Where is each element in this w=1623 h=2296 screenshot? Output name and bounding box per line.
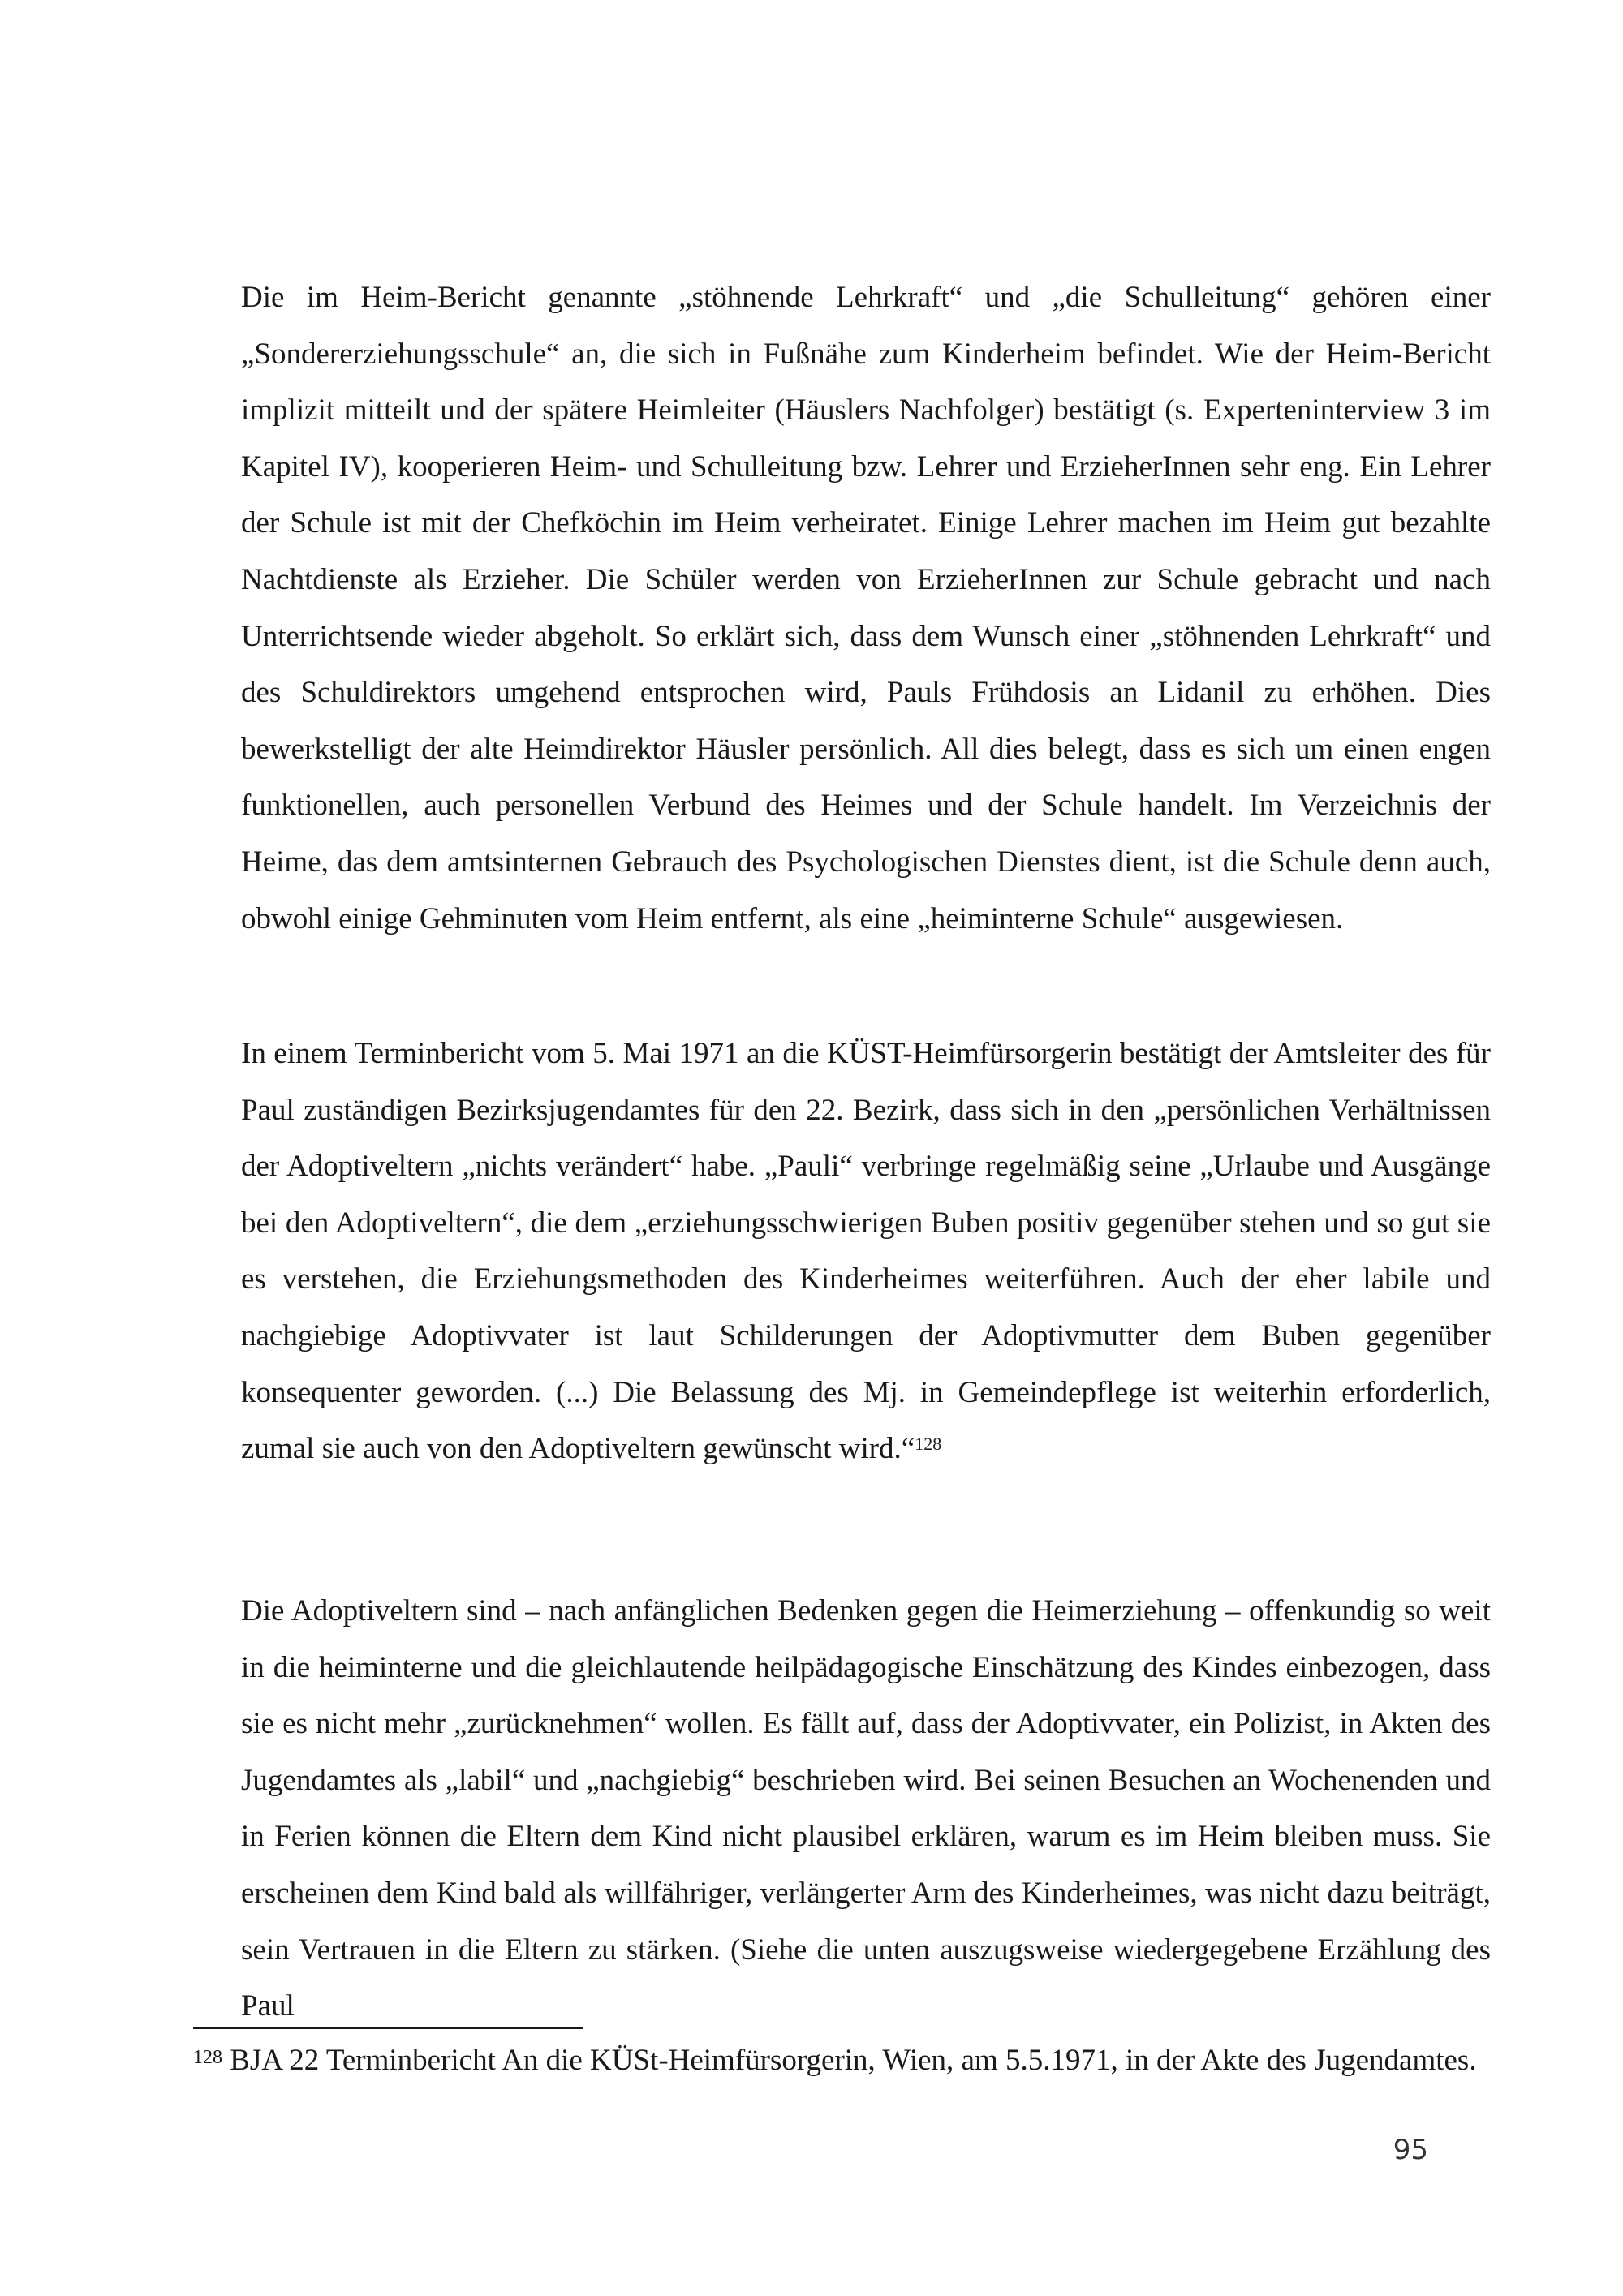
- footnote-text: BJA 22 Terminbericht An die KÜSt-Heimfürsorgerin, Wien, am 5.5.1971, in der Akte des Jugendamtes.: [222, 2044, 1477, 2077]
- footnote: [193, 2041, 1492, 2080]
- paragraph-text: Die im Heim-Bericht genannte „stöhnende Lehrkraft“ und „die Schulleitung“ gehören einer „Sondererziehungsschule“ an, die sich in Fußnähe zum Kinderheim befindet. Wie der Heim-Bericht implizit mitteilt und der spätere Heimleiter (Häuslers Nachfolger) bestätigt (s. Experteninterview 3 im Kapitel IV), kooperieren Heim- und Schulleitung bzw. Lehrer und ErzieherInnen sehr eng. Ein Lehrer der Schule ist mit der Chefköchin im Heim verheiratet. Einige Lehrer machen im Heim gut bezahlte Nachtdienste als Erzieher. Die Schüler werden von ErzieherInnen zur Schule gebracht und nach Unterrichtsende wieder abgeholt. So erklärt sich, dass dem Wunsch einer „stöhnenden Lehrkraft“ und des Schuldirektors umgehend entsprochen wird, Pauls Frühdosis an Lidanil zu erhöhen. Dies bewerkstelligt der alte Heimdirektor Häusler persönlich. All dies belegt, dass es sich um einen engen funktionellen, auch personellen Verbund des Heimes und der Schule handelt. Im Verzeichnis der Heime, das dem amtsinternen Gebrauch des Psychologischen Dienstes dient, ist die Schule denn auch, obwohl einige Gehminuten vom Heim entfernt, als eine „heiminterne Schule“ ausgewiesen.: [241, 281, 1491, 935]
- body-paragraph-1: [241, 269, 1491, 947]
- page-number: 95: [1393, 2134, 1428, 2166]
- footnote-reference[interactable]: 128: [915, 1434, 942, 1455]
- paragraph-text: Die Adoptiveltern sind – nach anfänglichen Bedenken gegen die Heimerziehung – offenkundig so weit in die heiminterne und die gleichlautende heilpädagogische Einschätzung des Kindes einbezogen, dass sie es nicht mehr „zurücknehmen“ wollen. Es fällt auf, dass der Adoptivvater, ein Polizist, in Akten des Jugendamtes als „labil“ und „nachgiebig“ beschrieben wird. Bei seinen Besuchen an Wochenenden und in Ferien können die Eltern dem Kind nicht plausibel erklären, warum es im Heim bleiben muss. Sie erscheinen dem Kind bald als willfähriger, verlängerter Arm des Kinderheimes, was nicht dazu beiträgt, sein Vertrauen in die Eltern zu stärken. (Siehe die unten auszugsweise wiedergegebene Erzählung des Paul: [241, 1594, 1491, 2023]
- footnote-number: 128: [193, 2047, 222, 2068]
- footnote-separator: [193, 2027, 583, 2029]
- body-paragraph-2: [241, 1025, 1491, 1477]
- paragraph-text: [241, 1025, 1491, 1477]
- quoted-report-text: In einem Terminbericht vom 5. Mai 1971 an die KÜST-Heimfürsorgerin bestätigt der Amtsleiter des für Paul zuständigen Bezirksjugendamtes für den 22. Bezirk, dass sich in den „persönlichen Verhältnissen der Adoptiveltern „nichts verändert“ habe. „Pauli“ verbringe regelmäßig seine „Urlaube und Ausgänge bei den Adoptiveltern“, die dem „erziehungsschwierigen Buben positiv gegenüber stehen und so gut sie es verstehen, die Erziehungsmethoden des Kinderheimes weiterführen. Auch der eher labile und nachgiebige Adoptivvater ist laut Schilderungen der Adoptivmutter dem Buben gegenüber konsequenter geworden. (...) Die Belassung des Mj. in Gemeindepflege ist weiterhin erforderlich, zumal sie auch von den Adoptiveltern gewünscht wird.“: [241, 1037, 1491, 1466]
- body-paragraph-3: [241, 1583, 1491, 2035]
